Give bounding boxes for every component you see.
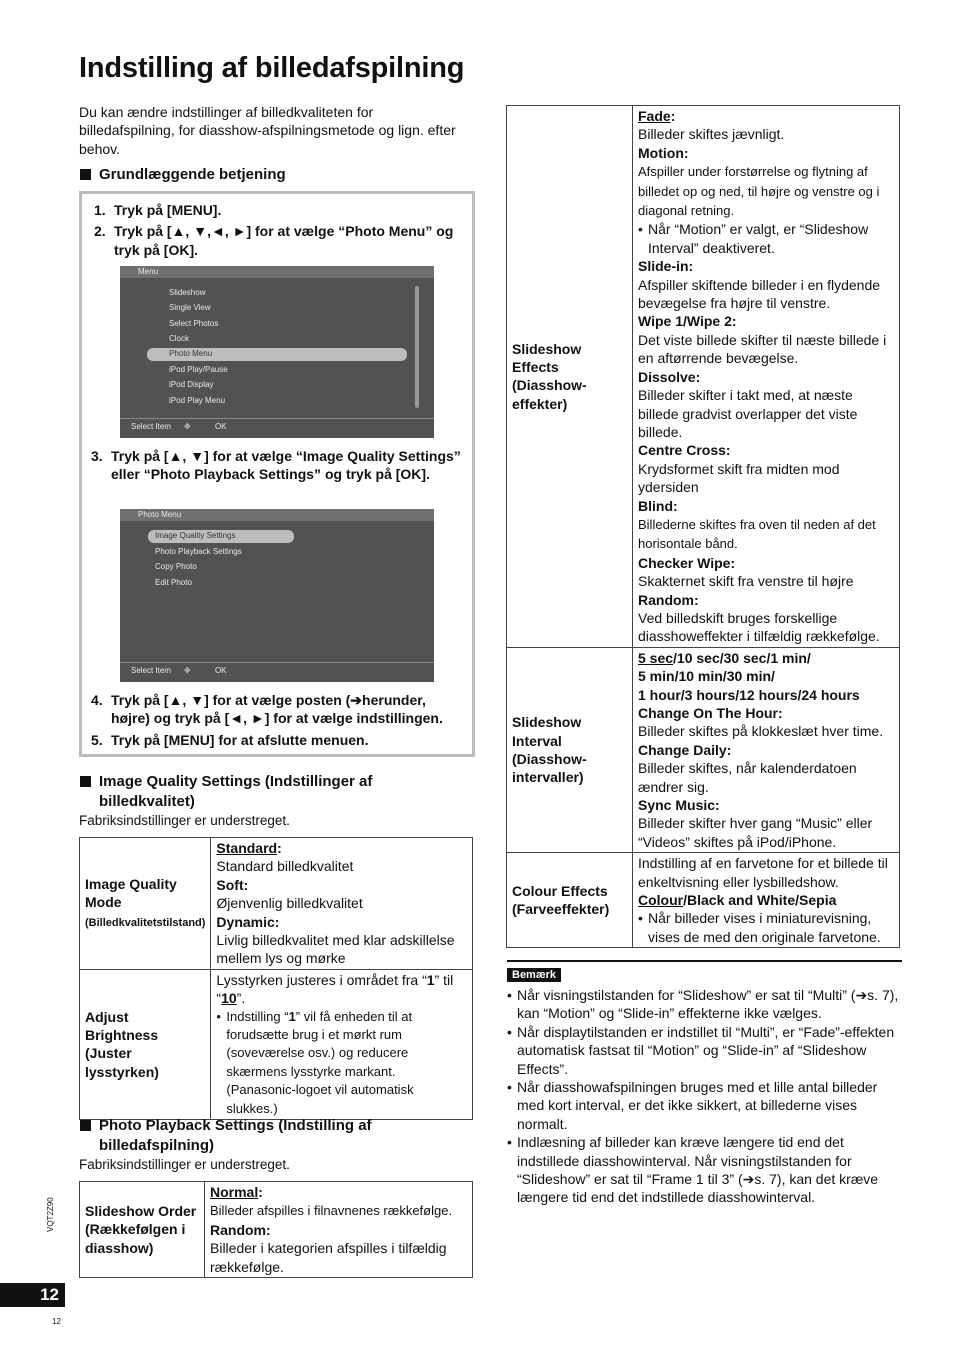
dpad-icon: ✥ <box>184 666 191 675</box>
step-2: 2. Tryk på [▲, ▼,◄, ►] for at vælge “Photo Menu” og tryk på [OK]. <box>94 223 454 258</box>
page-title: Indstilling af billedafspilning <box>79 52 465 84</box>
iq-brightness-label: Adjust Brightness (Juster lysstyrken) <box>80 969 211 1119</box>
motion-note: • Når “Motion” er valgt, er “Slideshow Interval” deaktiveret. <box>638 220 894 257</box>
playback-settings-table <box>506 105 900 948</box>
step-5: 5. Tryk på [MENU] for at afslutte menuen. <box>91 731 369 748</box>
colour-label: Colour Effects (Farveeffekter) <box>507 853 633 948</box>
menu-item: Single View <box>169 303 211 312</box>
interval-options: 5 sec/10 sec/30 sec/1 min/ 5 min/10 min/30 min/ 1 hour/3 hours/12 hours/24 hours Change On The Hour: Billeder skiftes på klokkeslæt hver time. Change Daily: Billeder skiftes, når kalenderdatoen ændrer sig. Sync Music: Billeder skifter hver gang “Music” eller “Videos” skiftes på iPod/iPhone. <box>633 647 900 852</box>
menu-screen-footer: Select Item ✥ OK <box>120 418 434 438</box>
colour-options: Indstilling af en farvetone for et billede til enkeltvisning eller lysbilledshow. Colour/Black and White/Sepia • Når billeder vises i miniaturevisning, vises de med den originale farvetone. <box>633 853 900 948</box>
list-item: • Indlæsning af billeder kan kræve længere tid end det indstillede diasshowinterval. Når visningstilstanden for “Slideshow” er sat til “Frame 1 til 3” (➔s. 7), kan det kræve længere tid end det indstillede diasshowinterval. <box>507 1133 902 1207</box>
iq-heading: Image Quality Settings (Indstillinger af billedkvalitet) <box>79 772 449 812</box>
step-3-wrap <box>89 447 465 487</box>
effects-label: Slideshow Effects (Diasshow-effekter) <box>507 106 633 648</box>
pp-heading: Photo Playback Settings (Indstilling af billedafspilning) <box>79 1116 449 1156</box>
iq-brightness-options: Lysstyrken justeres i området fra “1” til “10”. • Indstilling “1” vil få enheden til at forudsætte brug i et mørkt rum (soveværelse osv.) og reducere skærmens lysstyrke markant. (Panasonic-logoet vil automatisk slukkes.) <box>211 969 473 1119</box>
colour-note: • Når billeder vises i miniaturevisning, vises de med den originale farvetone. <box>638 909 894 946</box>
photo-screen-footer: Select Item ✥ OK <box>120 662 434 682</box>
notes-divider <box>507 960 902 962</box>
menu-item: iPod Play Menu <box>169 396 226 405</box>
step-4: 4. Tryk på [▲, ▼] for at vælge posten (➔herunder, højre) og tryk på [◄, ►] for at vælge indstillingen. <box>91 692 443 727</box>
iq-table <box>79 837 473 1120</box>
table-row <box>80 969 473 1119</box>
menu-item: Clock <box>169 334 190 343</box>
page-number-small: 12 <box>52 1317 61 1326</box>
photo-item: Edit Photo <box>155 578 192 587</box>
table-row <box>507 647 900 852</box>
menu-scrollbar <box>415 286 419 408</box>
model-code: VQT2Z90 <box>46 1197 55 1232</box>
list-item: • Når diasshowafspilningen bruges med et lille antal billeder med kort interval, er det ikke sikkert, at billederne vises normalt. <box>507 1078 902 1133</box>
dpad-icon: ✥ <box>184 422 191 431</box>
iq-mode-options: Standard: Standard billedkvalitet Soft: Øjenvenlig billedkvalitet Dynamic: Livlig billedkvalitet med klar adskillelse mellem lys og mørke <box>211 838 473 970</box>
menu-item: iPod Display <box>169 380 214 389</box>
iq-subtext: Fabriksindstillinger er understreget. <box>79 813 290 828</box>
effects-options: Fade: Billeder skiftes jævnligt. Motion: Afspiller under forstørrelse og flytning af billedet op og ned, til højre og venstre og i diagonal retning. • Når “Motion” er valgt, er “Slideshow Interval” deaktiveret. Slide-in: Afspiller skiftende billeder i en flydende bevægelse fra højre til venstre. Wipe 1/Wipe 2: Det viste billede skifter til næste billede i en aftørrende bevægelse. Dissolve: Billeder skifter i takt med, at næste billede gradvist overlapper det viste billede. Centre Cross: Krydsformet skift fra midten mod ydersiden Blind: Billederne skiftes fra oven til neden af det horisontale bånd. Checker Wipe: Skakternet skift fra venstre til højre Random: Ved billedskift bruges forskellige diasshoweffekter i tilfældig rækkefølge. <box>633 106 900 648</box>
table-row <box>507 853 900 948</box>
list-item: • Når visningstilstanden for “Slideshow” er sat til “Multi” (➔s. 7), kan “Motion” og “Slide-in” effekterne ikke vælges. <box>507 986 902 1023</box>
menu-screen-title: Menu <box>120 266 434 278</box>
step-4-5-wrap <box>89 691 465 752</box>
page-number: 12 <box>0 1283 65 1307</box>
table-row <box>80 1182 473 1278</box>
photo-item-selected: Image Quality Settings <box>155 531 236 540</box>
photo-item: Copy Photo <box>155 562 197 571</box>
photo-screen-title: Photo Menu <box>120 509 434 521</box>
iq-brightness-note: • Indstilling “1” vil få enheden til at forudsætte brug i et mørkt rum (soveværelse osv.) og reducere skærmens lysstyrke markant. (Panasonic-logoet vil automatisk slukkes.) <box>216 1008 467 1118</box>
photo-menu-screen <box>120 509 434 682</box>
pp-order-options: Normal: Billeder afspilles i filnavnenes rækkefølge. Random: Billeder i kategorien afspilles i tilfældig rækkefølge. <box>205 1182 473 1278</box>
menu-screen <box>120 266 434 438</box>
iq-mode-label: Image Quality Mode (Billedkvalitetstilstand) <box>80 838 211 970</box>
pp-table <box>79 1181 473 1278</box>
basic-heading: Grundlæggende betjening <box>79 165 286 185</box>
step-3: 3. Tryk på [▲, ▼] for at vælge “Image Quality Settings” eller “Photo Playback Settings” og tryk på [OK]. <box>91 448 461 483</box>
pp-subtext: Fabriksindstillinger er understreget. <box>79 1157 290 1172</box>
table-row <box>507 106 900 648</box>
list-item: • Når displaytilstanden er indstillet til “Multi”, er “Fade”-effekten automatisk fastsat til “Motion” og “Slide-in” af “Slideshow Effects”. <box>507 1023 902 1078</box>
interval-label: Slideshow Interval (Diasshow-intervaller) <box>507 647 633 852</box>
menu-item: iPod Play/Pause <box>169 365 228 374</box>
notes-list <box>507 986 902 1207</box>
photo-item: Photo Playback Settings <box>155 547 242 556</box>
table-row <box>80 838 473 970</box>
pp-order-label: Slideshow Order (Rækkefølgen i diasshow) <box>80 1182 205 1278</box>
menu-item-selected: Photo Menu <box>169 349 213 358</box>
step-1: 1. Tryk på [MENU]. <box>94 202 222 218</box>
intro-text: Du kan ændre indstillinger af billedkvaliteten for billedafspilning, for diasshow-afspilningsmetode og lign. efter behov. <box>79 104 456 157</box>
menu-item: Select Photos <box>169 319 219 328</box>
menu-item: Slideshow <box>169 288 206 297</box>
notes-tag: Bemærk <box>507 968 561 982</box>
